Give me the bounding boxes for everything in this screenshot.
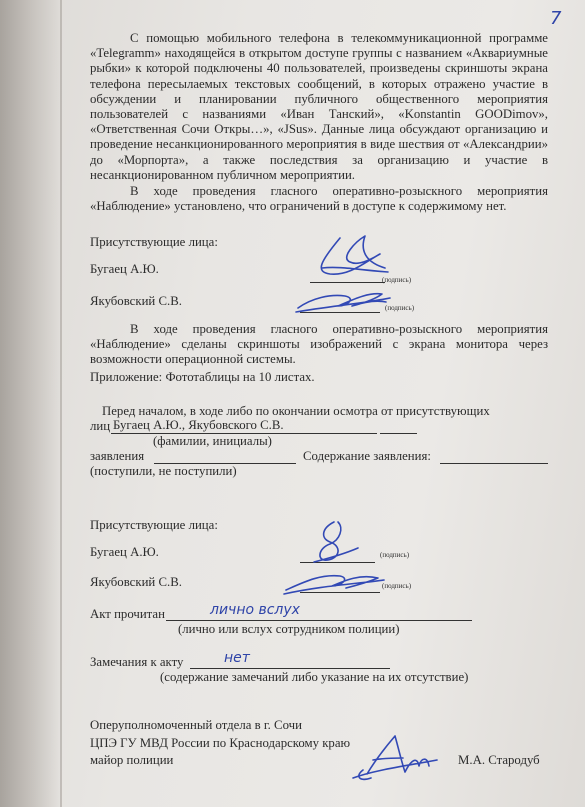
intro-paragraph: С помощью мобильного телефона в телекоммуникационной программе «Telegramm» находящейся в открытом доступе группы с названием «Аквариумные рыбки» к которой подключены 40 пользователей, произведены скриншоты экрана телефона пересылаемых текстовых сообщений, в которых отражено участие в обсуждении и планировании публичного общественного мероприятия пользователей с названиями «Иван Танский», «Konstantin GOODimov», «Ответственная Сочи Откры…», «JSus». Данные лица обсуждают организацию и проведение несанкционированного мероприятия в виде шествия от «Александрии» до «Морпорта», а также последствия за организацию и участие в несанкционированном публичном мероприятии.: [90, 31, 548, 182]
present-heading-1: Присутствующие лица:: [90, 235, 218, 249]
content-label: Содержание заявления:: [303, 449, 431, 463]
officer-signature: [345, 730, 445, 785]
sign-caption-1b: (подпись): [385, 304, 415, 312]
act-read-handwritten: лично вслух: [210, 602, 300, 618]
officer-name: М.А. Стародуб: [458, 753, 540, 767]
act-read-line: [166, 620, 472, 621]
signature-line-1a: [310, 282, 385, 283]
signature-1b: [290, 284, 400, 316]
persons-caption: (фамилии, инициалы): [153, 434, 272, 448]
signature-1a: [310, 232, 400, 282]
sign-caption-1a: (подпись): [382, 276, 412, 284]
statements-label: заявления: [90, 449, 145, 463]
statements-caption: (поступили, не поступили): [90, 464, 237, 478]
content-line: [440, 463, 548, 464]
statements-line1: Перед началом, в ходе либо по окончании осмотра от присутствующих: [102, 404, 490, 418]
officer-line3: майор полиции: [90, 753, 174, 767]
remarks-caption: (содержание замечаний либо указание на их отсутствие): [160, 670, 469, 684]
person-name-1a: Бугаец А.Ю.: [90, 262, 159, 276]
access-paragraph: В ходе проведения гласного оперативно-розыскного мероприятия «Наблюдение» установлено, что ограничений в доступе к содержимому нет.: [90, 184, 548, 214]
signature-2a: [300, 518, 370, 568]
binding-shadow: [0, 0, 62, 807]
sign-caption-2b: (подпись): [382, 582, 412, 590]
remarks-line: [190, 668, 390, 669]
remarks-handwritten: нет: [224, 650, 250, 666]
act-read-caption: (лично или вслух сотрудником полиции): [178, 622, 400, 636]
person-name-2a: Бугаец А.Ю.: [90, 545, 159, 559]
persons-line-end: [380, 433, 417, 434]
attachment-line: Приложение: Фототаблицы на 10 листах.: [90, 370, 315, 384]
page-edge: [60, 0, 62, 807]
act-read-label: Акт прочитан: [90, 607, 165, 621]
signature-2b: [280, 566, 390, 598]
person-name-2b: Якубовский С.В.: [90, 575, 182, 589]
person-name-1b: Якубовский С.В.: [90, 294, 182, 308]
officer-line2: ЦПЭ ГУ МВД России по Краснодарскому краю: [90, 736, 351, 750]
screenshots-paragraph: В ходе проведения гласного оперативно-розыскного мероприятия «Наблюдение» сделаны скриншоты изображений с экрана монитора через возможности операционной системы.: [90, 322, 548, 367]
sign-caption-2a: (подпись): [380, 551, 410, 559]
present-heading-2: Присутствующие лица:: [90, 518, 218, 532]
page-number: 7: [550, 8, 562, 29]
officer-line1: Оперуполномоченный отдела в г. Сочи: [90, 718, 302, 732]
remarks-label: Замечания к акту: [90, 655, 184, 669]
persons-value: Бугаец А.Ю., Якубовского С.В.: [111, 418, 377, 434]
persons-prefix: лиц: [90, 419, 111, 433]
